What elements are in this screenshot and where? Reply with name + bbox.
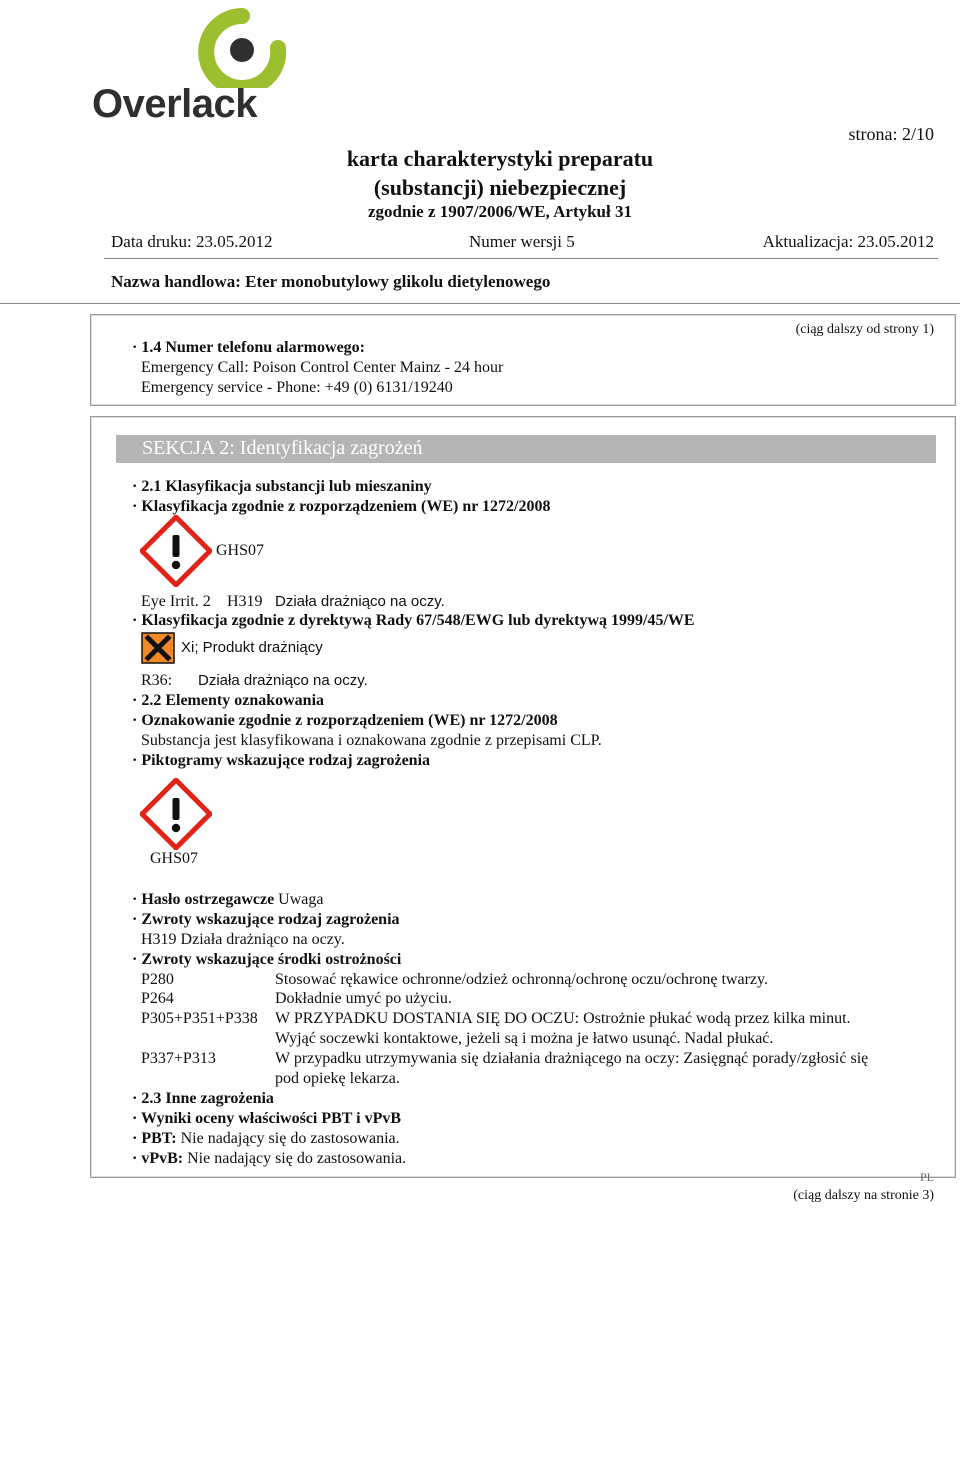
precaution-text: Stosować rękawice ochronne/odzież ochronną/ochronę oczu/ochronę twarzy. xyxy=(275,971,768,988)
page-number: strona: 2/10 xyxy=(848,124,934,144)
eye-class: Eye Irrit. 2 xyxy=(141,593,211,610)
language-code: PL xyxy=(919,1170,934,1184)
h319-text: Działa drażniąco na oczy. xyxy=(275,593,445,610)
update-date: Aktualizacja: 23.05.2012 xyxy=(762,232,934,251)
emergency-heading: · 1.4 Numer telefonu alarmowego: xyxy=(132,339,365,356)
pbt-row xyxy=(132,1130,400,1148)
precaution-text: Dokładnie umyć po użyciu. xyxy=(275,990,452,1007)
precaution-text: W przypadku utrzymywania się działania drażniącego na oczy: Zasięgnąć porady/zgłosić się xyxy=(275,1050,869,1067)
trade-divider xyxy=(0,303,960,304)
vpvb-value: Nie nadający się do zastosowania. xyxy=(187,1150,407,1167)
document-title: karta charakterystyki preparatu xyxy=(346,146,654,171)
pbt-value: Nie nadający się do zastosowania. xyxy=(180,1130,400,1147)
ghs07-label-2: GHS07 xyxy=(150,850,199,867)
dsd-heading: · Klasyfikacja zgodnie z dyrektywą Rady 67/548/EWG lub dyrektywą 1999/45/WE xyxy=(132,612,695,629)
clp-heading: · Klasyfikacja zgodnie z rozporządzeniem (WE) nr 1272/2008 xyxy=(132,498,551,515)
vpvb-label: · vPvB: xyxy=(132,1150,184,1167)
label-text: Substancja jest klasyfikowana i oznakowana zgodnie z przepisami CLP. xyxy=(141,732,602,749)
h319-code: H319 xyxy=(227,593,263,610)
trade-name: Nazwa handlowa: Eter monobutylowy glikolu dietylenowego xyxy=(111,272,551,291)
section-2-header xyxy=(116,435,936,463)
precaution-text-cont: Wyjąć soczewki kontaktowe, jeżeli są i można je łatwo usunąć. Nadal płukać. xyxy=(275,1030,774,1047)
ghs07-pictogram-icon xyxy=(140,778,212,850)
s21-heading: · 2.1 Klasyfikacja substancji lub mieszaniny xyxy=(132,478,432,495)
signal-word xyxy=(132,891,323,909)
print-date: Data druku: 23.05.2012 xyxy=(111,232,273,251)
logo-text: Overlack xyxy=(92,82,258,126)
pbt-label: · PBT: xyxy=(132,1130,177,1147)
section-2-title: SEKCJA 2: Identyfikacja zagrożeń xyxy=(142,437,423,459)
regulation-reference: zgodnie z 1907/2006/WE, Artykuł 31 xyxy=(368,202,632,221)
precaution-code: P337+P313 xyxy=(141,1050,216,1067)
continued-on: (ciąg dalszy na stronie 3) xyxy=(793,1188,934,1203)
logo-mark-icon xyxy=(92,8,292,88)
hazard-heading: · Zwroty wskazujące rodzaj zagrożenia xyxy=(132,911,400,928)
signal-label: · Hasło ostrzegawcze xyxy=(132,891,275,908)
vpvb-row xyxy=(132,1150,406,1168)
pbt-heading: · Wyniki oceny właściwości PBT i vPvB xyxy=(132,1110,402,1127)
pictogram-heading: · Piktogramy wskazujące rodzaj zagrożenia xyxy=(132,752,431,769)
version-number: Numer wersji 5 xyxy=(469,232,575,251)
precaution-text: W PRZYPADKU DOSTANIA SIĘ DO OCZU: Ostrożnie płukać wodą przez kilka minut. xyxy=(275,1010,851,1027)
ghs07-label-1: GHS07 xyxy=(216,542,265,559)
emergency-line-1: Emergency Call: Poison Control Center Mainz - 24 hour xyxy=(141,359,504,376)
precaution-heading: · Zwroty wskazujące środki ostrożności xyxy=(132,951,402,968)
document-subtitle: (substancji) niebezpiecznej xyxy=(373,175,627,200)
continued-from: (ciąg dalszy od strony 1) xyxy=(795,322,934,337)
signal-value: Uwaga xyxy=(278,891,324,908)
emergency-line-2: Emergency service - Phone: +49 (0) 6131/19240 xyxy=(141,379,453,396)
ghs07-exclamation-icon xyxy=(140,515,212,587)
precaution-code: P264 xyxy=(141,990,174,1007)
header-divider xyxy=(104,258,938,259)
precaution-text-cont: pod opiekę lekarza. xyxy=(275,1070,400,1087)
s23-heading: · 2.3 Inne zagrożenia xyxy=(132,1090,274,1107)
xi-label: Xi; Produkt drażniący xyxy=(181,639,323,656)
precaution-code: P280 xyxy=(141,971,174,988)
r36-text: Działa drażniąco na oczy. xyxy=(198,672,368,689)
s22-heading: · 2.2 Elementy oznakowania xyxy=(132,692,325,709)
r36-code: R36: xyxy=(141,672,173,689)
label-heading: · Oznakowanie zgodnie z rozporządzeniem (WE) nr 1272/2008 xyxy=(132,712,558,729)
xi-irritant-icon xyxy=(141,632,175,664)
hazard-text: H319 Działa drażniąco na oczy. xyxy=(141,931,345,948)
precaution-code: P305+P351+P338 xyxy=(141,1010,258,1027)
